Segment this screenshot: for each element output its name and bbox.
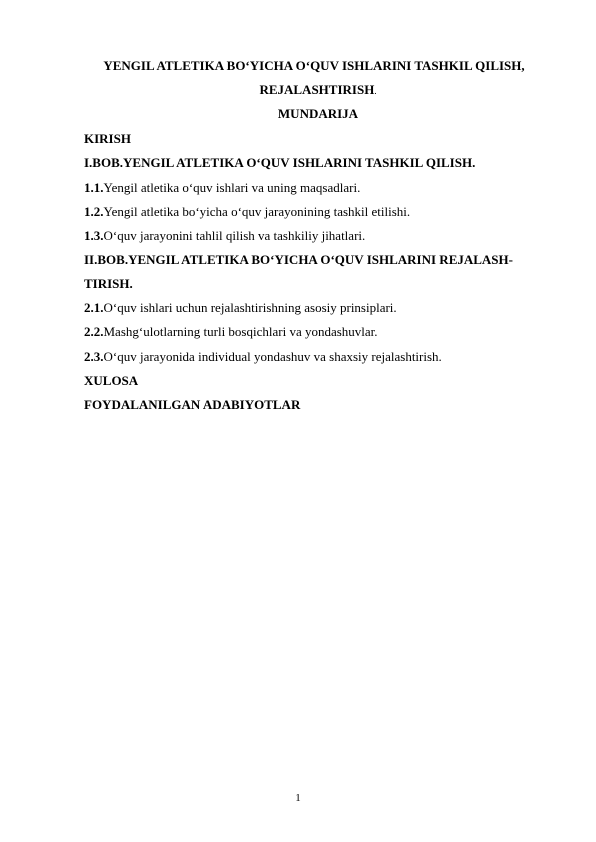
- section-number: 2.3.: [84, 349, 104, 364]
- section-number: 2.2.: [84, 324, 104, 339]
- toc-section-1-2: [84, 204, 410, 220]
- toc-section-1-1: [84, 180, 360, 196]
- toc-section-2-1: [84, 300, 397, 316]
- section-number: 1.1.: [84, 180, 104, 195]
- section-title: Yengil atletika o‘quv ishlari va uning maqsadlari.: [103, 180, 361, 195]
- section-number: 1.2.: [84, 204, 104, 219]
- section-title: O‘quv jarayonini tahlil qilish va tashkiliy jihatlari.: [103, 228, 366, 243]
- toc-section-2-2: [84, 324, 378, 340]
- section-number: 1.3.: [84, 228, 104, 243]
- document-title-line-1: YENGIL ATLETIKA BO‘YICHA O‘QUV ISHLARINI TASHKIL QILISH,: [103, 58, 525, 73]
- toc-chapter-2-line-2: TIRISH.: [84, 276, 133, 291]
- toc-conclusion: XULOSA: [84, 373, 139, 388]
- toc-section-2-3: [84, 349, 442, 365]
- document-title-line-2: [70, 82, 566, 99]
- toc-section-1-3: [84, 228, 365, 244]
- section-title: O‘quv ishlari uchun rejalashtirishning asosiy prinsiplari.: [103, 300, 397, 315]
- document-title-text: REJALASHTIRISH: [259, 82, 375, 97]
- section-title: O‘quv jarayonida individual yondashuv va shaxsiy rejalashtirish.: [103, 349, 442, 364]
- toc-references: FOYDALANILGAN ADABIYOTLAR: [84, 397, 301, 412]
- toc-chapter-1: I.BOB.YENGIL ATLETIKA O‘QUV ISHLARINI TASHKIL QILISH.: [84, 155, 476, 170]
- section-title: Mashg‘ulotlarning turli bosqichlari va yondashuvlar.: [103, 324, 378, 339]
- document-title-period: .: [374, 86, 377, 96]
- section-title: Yengil atletika bo‘yicha o‘quv jarayonining tashkil etilishi.: [103, 204, 411, 219]
- page-number: 1: [295, 792, 301, 804]
- toc-chapter-2-line-1: II.BOB.YENGIL ATLETIKA BO‘YICHA O‘QUV ISHLARINI REJALASH-: [84, 252, 513, 267]
- toc-intro: KIRISH: [84, 131, 131, 146]
- contents-heading: MUNDARIJA: [277, 106, 359, 121]
- section-number: 2.1.: [84, 300, 104, 315]
